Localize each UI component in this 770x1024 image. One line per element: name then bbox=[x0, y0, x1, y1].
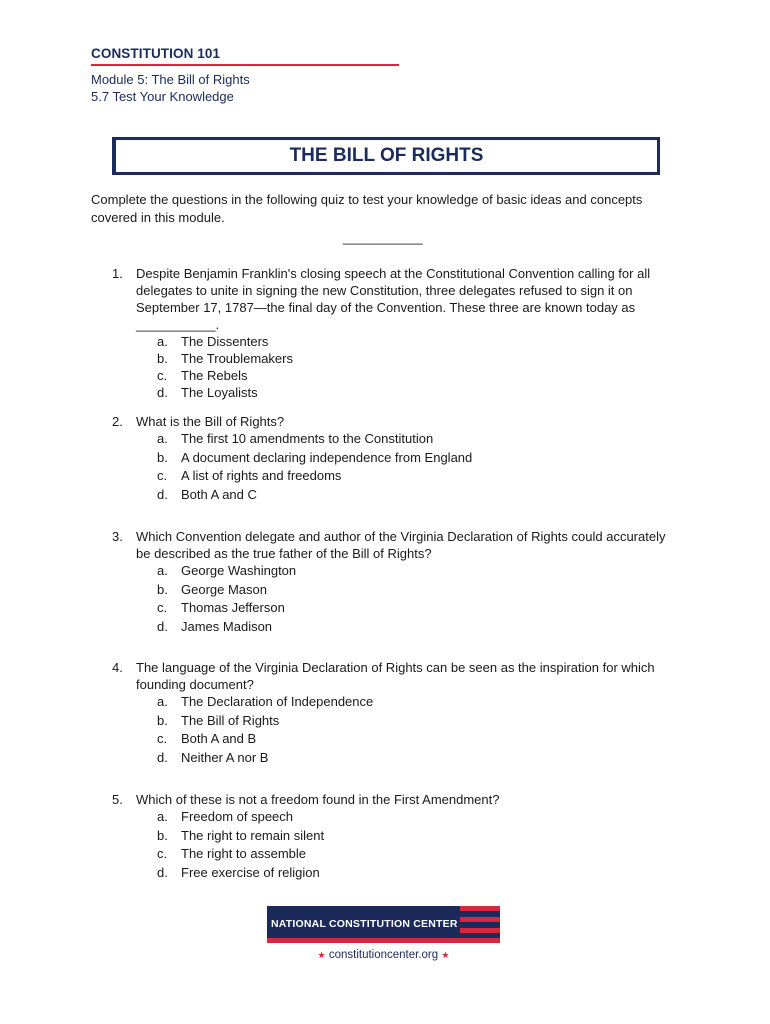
question-2 bbox=[112, 413, 682, 504]
option-b bbox=[112, 449, 682, 468]
separator-line: ___________ bbox=[343, 230, 423, 245]
question-number: 4. bbox=[112, 660, 123, 675]
option-b bbox=[112, 712, 682, 731]
option-b bbox=[112, 581, 682, 600]
option-text: Both A and C bbox=[181, 486, 257, 502]
star-icon: ★ bbox=[441, 950, 450, 960]
option-letter: c. bbox=[157, 846, 168, 862]
option-text: George Mason bbox=[181, 581, 267, 597]
option-letter: c. bbox=[157, 368, 168, 383]
option-letter: a. bbox=[157, 694, 168, 709]
question-number: 3. bbox=[112, 529, 123, 544]
intro-paragraph: Complete the questions in the following quiz to test your knowledge of basic ideas and concepts covered in this module. bbox=[91, 192, 643, 225]
option-text: Freedom of speech bbox=[181, 809, 294, 824]
option-text: A document declaring independence from England bbox=[181, 449, 473, 465]
option-list bbox=[112, 333, 682, 401]
option-list bbox=[112, 562, 682, 636]
option-letter: b. bbox=[157, 827, 168, 843]
option-text: A list of rights and freedoms bbox=[181, 468, 342, 484]
option-c bbox=[112, 467, 682, 486]
option-text: George Washington bbox=[181, 563, 297, 578]
option-letter: d. bbox=[157, 618, 168, 634]
section-title: 5.7 Test Your Knowledge bbox=[91, 89, 234, 104]
option-d bbox=[112, 864, 682, 883]
option-c bbox=[112, 599, 682, 618]
option-letter: b. bbox=[157, 581, 168, 597]
option-text: The Bill of Rights bbox=[181, 712, 280, 728]
option-text: The Declaration of Independence bbox=[181, 694, 374, 709]
page-title: THE BILL OF RIGHTS bbox=[289, 145, 484, 166]
option-letter: a. bbox=[157, 809, 168, 824]
option-text: Thomas Jefferson bbox=[181, 600, 285, 616]
option-c bbox=[112, 845, 682, 864]
option-text: The right to assemble bbox=[181, 846, 307, 862]
option-letter: b. bbox=[157, 712, 168, 728]
option-text: James Madison bbox=[181, 618, 273, 634]
option-a bbox=[112, 430, 682, 449]
ncc-logo bbox=[267, 906, 500, 965]
option-d bbox=[112, 749, 682, 768]
option-d bbox=[112, 618, 682, 637]
document-header bbox=[91, 46, 401, 105]
option-text: Neither A nor B bbox=[181, 749, 269, 765]
option-c bbox=[112, 730, 682, 749]
option-letter: a. bbox=[157, 563, 168, 578]
option-b bbox=[112, 827, 682, 846]
question-3 bbox=[112, 528, 682, 636]
option-letter: c. bbox=[157, 468, 168, 484]
option-list bbox=[112, 693, 682, 767]
option-a bbox=[112, 562, 682, 581]
question-text: What is the Bill of Rights? bbox=[136, 414, 285, 429]
option-text: The first 10 amendments to the Constitution bbox=[181, 431, 434, 446]
question-4 bbox=[112, 659, 682, 767]
option-text: The Dissenters bbox=[181, 334, 269, 349]
option-letter: d. bbox=[157, 864, 168, 880]
option-letter: c. bbox=[157, 600, 168, 616]
option-c bbox=[112, 367, 682, 384]
star-icon: ★ bbox=[317, 950, 326, 960]
question-text: Which of these is not a freedom found in the First Amendment? bbox=[136, 792, 500, 807]
header-rule bbox=[91, 64, 399, 66]
question-text: Despite Benjamin Franklin's closing speech at the Constitutional Convention calling for all delegates to unite in signing the new Constitution, three delegates refused to sign it on September 17, 1787—the final day of the Convention. These three are known today as ___________. bbox=[136, 266, 651, 332]
option-letter: d. bbox=[157, 486, 168, 502]
logo-stripe bbox=[460, 928, 500, 933]
title-box bbox=[112, 137, 660, 175]
question-5 bbox=[112, 791, 682, 882]
option-list bbox=[112, 430, 682, 504]
logo-stripe bbox=[267, 938, 500, 943]
option-text: The right to remain silent bbox=[181, 827, 325, 843]
question-number: 1. bbox=[112, 266, 123, 281]
option-d bbox=[112, 486, 682, 505]
option-letter: a. bbox=[157, 334, 168, 349]
option-letter: b. bbox=[157, 449, 168, 465]
option-text: The Rebels bbox=[181, 368, 248, 383]
option-letter: a. bbox=[157, 431, 168, 446]
question-text: Which Convention delegate and author of the Virginia Declaration of Rights could accurately be described as the true father of the Bill of Rights? bbox=[136, 529, 666, 561]
logo-stripe bbox=[460, 917, 500, 922]
logo-url-line bbox=[267, 949, 500, 961]
option-d bbox=[112, 384, 682, 401]
question-number: 2. bbox=[112, 414, 123, 429]
option-letter: d. bbox=[157, 385, 168, 400]
logo-name: NATIONAL CONSTITUTION CENTER bbox=[271, 918, 458, 930]
option-text: The Loyalists bbox=[181, 385, 258, 400]
option-text: Both A and B bbox=[181, 731, 257, 747]
option-a bbox=[112, 693, 682, 712]
question-1 bbox=[112, 265, 682, 401]
option-letter: c. bbox=[157, 731, 168, 747]
question-number: 5. bbox=[112, 792, 123, 807]
course-title: CONSTITUTION 101 bbox=[91, 46, 221, 61]
option-a bbox=[112, 333, 682, 350]
option-letter: b. bbox=[157, 351, 168, 366]
option-letter: d. bbox=[157, 749, 168, 765]
option-b bbox=[112, 350, 682, 367]
module-title: Module 5: The Bill of Rights bbox=[91, 72, 250, 87]
option-list bbox=[112, 808, 682, 882]
logo-url: constitutioncenter.org bbox=[328, 949, 439, 961]
option-a bbox=[112, 808, 682, 827]
option-text: Free exercise of religion bbox=[181, 864, 320, 880]
question-text: The language of the Virginia Declaration of Rights can be seen as the inspiration for which founding document? bbox=[136, 660, 655, 692]
logo-stripe bbox=[460, 906, 500, 911]
option-text: The Troublemakers bbox=[181, 351, 293, 366]
